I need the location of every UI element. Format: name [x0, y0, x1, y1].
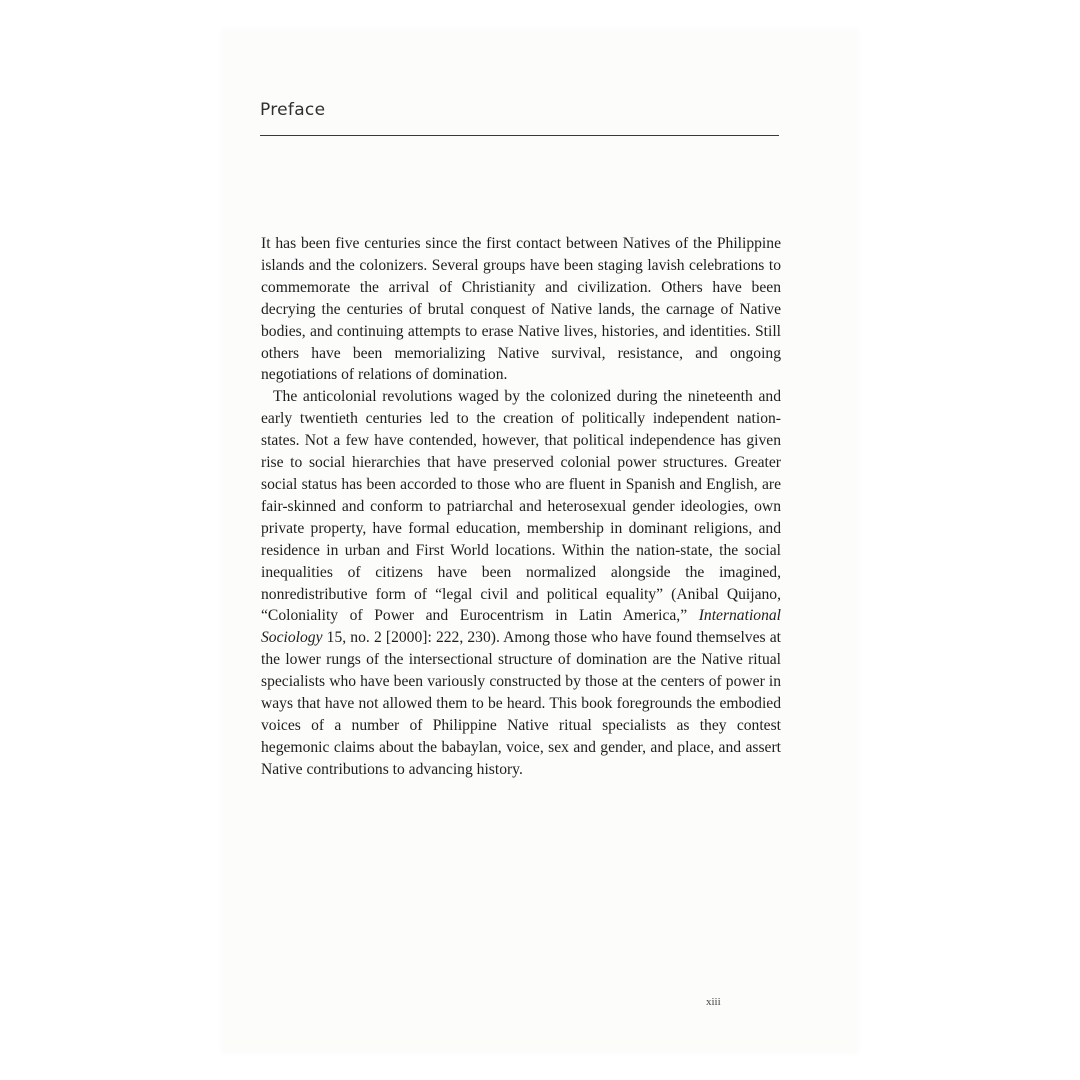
paragraph-1-text: It has been five centuries since the first contact between Natives of the Philippine islands and the colonizers. Several groups have been staging lavish celebrations to commemorate the arrival of Christianity and civilization. Others have been decrying the centuries of brutal conquest of Native lands, the carnage of Native bodies, and continuing attempts to erase Native lives, histories, and identities. Still others have been memorializing Native survival, resistance, and ongoing negotiations of relations of domination.	[261, 235, 781, 384]
chapter-header	[260, 98, 780, 136]
paragraph-2-text-start: The anticolonial revolutions waged by the colonized during the nineteenth and early twentieth centuries led to the creation of politically independent nation-states. Not a few have contended, however, that political independence has given rise to social hierarchies that have preserved colonial power structures. Greater social status has been accorded to those who are fluent in Spanish and English, are fair-skinned and conform to patriarchal and heterosexual gender ideologies, own private property, have formal education, membership in dominant religions, and residence in urban and First World locations. Within the nation-state, the social inequalities of citizens have been normalized alongside the imagined, nonredistributive form of “legal civil and political equality” (Anibal Quijano, “Coloniality of Power and Eurocentrism in Latin America,”	[261, 388, 781, 625]
journal-title: International Sociology	[261, 607, 781, 647]
body-text	[261, 233, 781, 781]
paragraph-2-text-end: 15, no. 2 [2000]: 222, 230). Among those who have found themselves at the lower rungs of the intersectional structure of domination are the Native ritual specialists who have been variously constructed by those at the centers of power in ways that have not allowed them to be heard. This book foregrounds the embodied voices of a number of Philippine Native ritual specialists as they contest hegemonic claims about the babaylan, voice, sex and gender, and place, and assert Native contributions to advancing history.	[261, 629, 781, 778]
header-rule	[260, 135, 779, 136]
paragraph-2	[261, 386, 781, 780]
paragraph-1	[261, 233, 781, 386]
chapter-title: Preface	[260, 100, 326, 120]
page-number: xiii	[706, 996, 721, 1008]
